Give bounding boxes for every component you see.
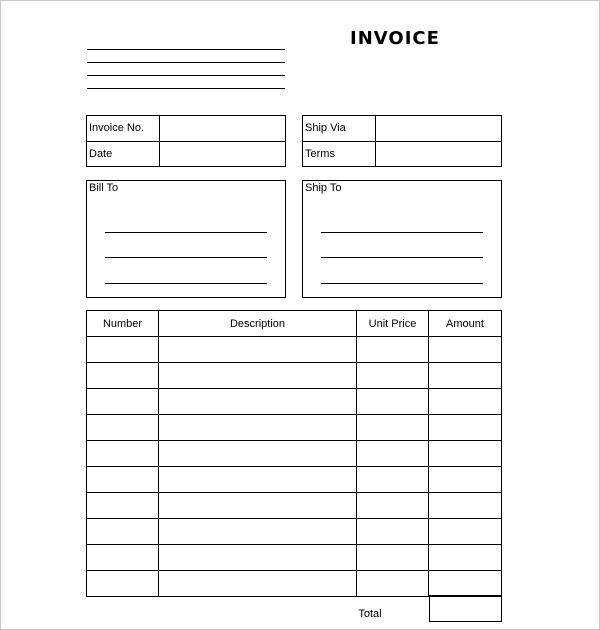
invoice-no-label: Invoice No. — [89, 122, 145, 134]
cell-description[interactable] — [159, 519, 357, 545]
table-row — [87, 389, 502, 415]
invoice-info-box — [86, 115, 286, 167]
cell-description[interactable] — [159, 545, 357, 571]
cell-amount[interactable] — [429, 519, 502, 545]
invoice-no-field[interactable] — [160, 116, 285, 141]
line-items-table — [86, 310, 502, 597]
cell-description[interactable] — [159, 493, 357, 519]
cell-number[interactable] — [87, 415, 159, 441]
cell-number[interactable] — [87, 441, 159, 467]
company-line-2[interactable] — [87, 62, 285, 63]
cell-amount[interactable] — [429, 467, 502, 493]
company-line-1[interactable] — [87, 49, 285, 50]
cell-amount[interactable] — [429, 493, 502, 519]
cell-description[interactable] — [159, 337, 357, 363]
cell-number[interactable] — [87, 493, 159, 519]
terms-label: Terms — [305, 148, 335, 160]
shipping-info-box — [302, 115, 502, 167]
ship-to-box — [302, 180, 502, 298]
cell-description[interactable] — [159, 571, 357, 597]
cell-unit-price[interactable] — [357, 571, 429, 597]
table-header-row — [87, 311, 502, 337]
total-label: Total — [358, 608, 382, 620]
cell-unit-price[interactable] — [357, 545, 429, 571]
date-field[interactable] — [160, 142, 285, 166]
total-amount-field[interactable] — [429, 595, 502, 622]
table-row — [87, 493, 502, 519]
cell-number[interactable] — [87, 467, 159, 493]
table-row — [87, 441, 502, 467]
cell-unit-price[interactable] — [357, 389, 429, 415]
cell-unit-price[interactable] — [357, 337, 429, 363]
ship-to-line-1[interactable] — [321, 232, 483, 233]
cell-description[interactable] — [159, 389, 357, 415]
cell-amount[interactable] — [429, 545, 502, 571]
column-header-unit-price: Unit Price — [357, 311, 429, 337]
cell-number[interactable] — [87, 545, 159, 571]
bill-to-line-1[interactable] — [105, 232, 267, 233]
cell-unit-price[interactable] — [357, 363, 429, 389]
company-line-4[interactable] — [87, 88, 285, 89]
table-row — [87, 571, 502, 597]
column-header-number: Number — [87, 311, 159, 337]
cell-description[interactable] — [159, 363, 357, 389]
table-row — [87, 363, 502, 389]
invoice-title: INVOICE — [350, 28, 440, 49]
cell-amount[interactable] — [429, 389, 502, 415]
bill-to-line-3[interactable] — [105, 283, 267, 284]
cell-unit-price[interactable] — [357, 467, 429, 493]
column-header-amount: Amount — [429, 311, 502, 337]
cell-number[interactable] — [87, 519, 159, 545]
cell-amount[interactable] — [429, 363, 502, 389]
cell-unit-price[interactable] — [357, 519, 429, 545]
bill-to-line-2[interactable] — [105, 257, 267, 258]
ship-to-label: Ship To — [305, 182, 342, 194]
bill-to-label: Bill To — [89, 182, 119, 194]
bill-to-box — [86, 180, 286, 298]
cell-number[interactable] — [87, 337, 159, 363]
table-row — [87, 337, 502, 363]
date-label: Date — [89, 148, 113, 160]
cell-unit-price[interactable] — [357, 493, 429, 519]
cell-description[interactable] — [159, 441, 357, 467]
cell-number[interactable] — [87, 389, 159, 415]
cell-unit-price[interactable] — [357, 441, 429, 467]
cell-description[interactable] — [159, 467, 357, 493]
ship-to-line-3[interactable] — [321, 283, 483, 284]
cell-description[interactable] — [159, 415, 357, 441]
ship-to-line-2[interactable] — [321, 257, 483, 258]
cell-amount[interactable] — [429, 415, 502, 441]
ship-via-label: Ship Via — [305, 122, 346, 134]
cell-number[interactable] — [87, 363, 159, 389]
cell-number[interactable] — [87, 571, 159, 597]
terms-field[interactable] — [376, 142, 501, 166]
table-row — [87, 545, 502, 571]
cell-amount[interactable] — [429, 337, 502, 363]
cell-amount[interactable] — [429, 571, 502, 597]
cell-unit-price[interactable] — [357, 415, 429, 441]
company-line-3[interactable] — [87, 75, 285, 76]
column-header-description: Description — [159, 311, 357, 337]
ship-via-field[interactable] — [376, 116, 501, 141]
table-row — [87, 519, 502, 545]
table-row — [87, 467, 502, 493]
cell-amount[interactable] — [429, 441, 502, 467]
table-row — [87, 415, 502, 441]
